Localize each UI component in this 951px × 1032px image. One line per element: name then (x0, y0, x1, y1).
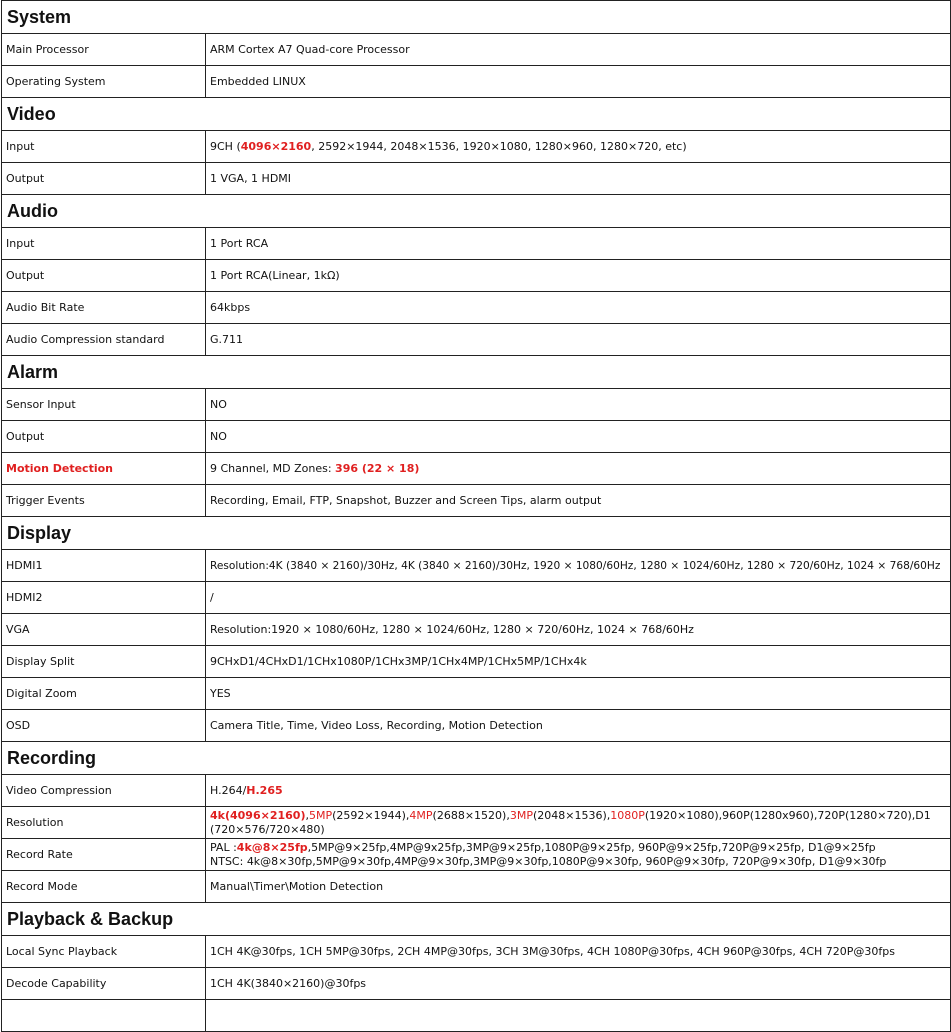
value-text: 9 Channel, MD Zones: (210, 462, 336, 475)
value-text: ,5MP@9×25fp,4MP@9x25fp,3MP@9×25fp,1080P@9×25fp, 960P@9×25fp,720P@9×25fp, D1@9×25fp (307, 841, 876, 854)
section-audio (2, 195, 951, 228)
value-text: (1920×1080),960P(1280x960),720P(1280×720),D1 (720×576/720×480) (210, 809, 931, 836)
highlight-text: 396 (22 × 18) (335, 462, 420, 475)
row-label: Trigger Events (2, 485, 206, 517)
table-row (2, 228, 951, 260)
section-display (2, 517, 951, 550)
row-label-highlight: Motion Detection (2, 453, 206, 485)
row-label: Audio Bit Rate (2, 292, 206, 324)
section-title: System (2, 1, 951, 34)
value-text: , 2592×1944, 2048×1536, 1920×1080, 1280×960, 1280×720, etc) (311, 140, 687, 153)
row-label: VGA (2, 614, 206, 646)
row-value (206, 839, 951, 871)
section-title: Alarm (2, 356, 951, 389)
value-text: (2688×1520), (432, 809, 510, 822)
value-text: (2592×1944), (332, 809, 410, 822)
row-value: YES (206, 678, 951, 710)
row-value: Resolution:4K (3840 × 2160)/30Hz, 4K (3840 × 2160)/30Hz, 1920 × 1080/60Hz, 1280 × 1024/60Hz, 1280 × 720/60Hz, 1024 × 768/60Hz (206, 550, 951, 582)
row-label: Output (2, 421, 206, 453)
row-value: NO (206, 389, 951, 421)
row-value: 1 Port RCA(Linear, 1kΩ) (206, 260, 951, 292)
row-label: Operating System (2, 66, 206, 98)
row-value: Manual\Timer\Motion Detection (206, 871, 951, 903)
section-title: Audio (2, 195, 951, 228)
table-row (2, 485, 951, 517)
row-label: HDMI2 (2, 582, 206, 614)
row-label: Output (2, 163, 206, 195)
row-value (206, 131, 951, 163)
section-title: Recording (2, 742, 951, 775)
rate-pal-line (210, 841, 946, 855)
row-label: Record Mode (2, 871, 206, 903)
row-label: OSD (2, 710, 206, 742)
table-row-partial (2, 1000, 951, 1032)
value-text: , (305, 809, 309, 822)
highlight-text: H.265 (246, 784, 283, 797)
value-text: 9CH ( (210, 140, 241, 153)
row-value: 1 VGA, 1 HDMI (206, 163, 951, 195)
row-label: Output (2, 260, 206, 292)
row-value: ARM Cortex A7 Quad-core Processor (206, 34, 951, 66)
row-label (2, 1000, 206, 1032)
row-label: Record Rate (2, 839, 206, 871)
row-label: Sensor Input (2, 389, 206, 421)
row-value: Resolution:1920 × 1080/60Hz, 1280 × 1024/60Hz, 1280 × 720/60Hz, 1024 × 768/60Hz (206, 614, 951, 646)
row-label: Decode Capability (2, 968, 206, 1000)
section-title: Display (2, 517, 951, 550)
highlight-text: 4k@8×25fp (236, 841, 308, 854)
table-row (2, 66, 951, 98)
highlight-text: 1080P (610, 809, 645, 822)
row-label: HDMI1 (2, 550, 206, 582)
table-row (2, 292, 951, 324)
table-row (2, 678, 951, 710)
section-playback (2, 903, 951, 936)
row-label: Input (2, 131, 206, 163)
table-row (2, 646, 951, 678)
highlight-text: 4k(4096×2160) (210, 809, 306, 822)
table-row (2, 131, 951, 163)
table-row (2, 582, 951, 614)
highlight-text: 4MP (409, 809, 433, 822)
row-value: Camera Title, Time, Video Loss, Recording, Motion Detection (206, 710, 951, 742)
table-row (2, 421, 951, 453)
table-row (2, 324, 951, 356)
row-value (206, 453, 951, 485)
row-value: Recording, Email, FTP, Snapshot, Buzzer and Screen Tips, alarm output (206, 485, 951, 517)
row-value: / (206, 582, 951, 614)
table-row (2, 163, 951, 195)
highlight-text: 3MP (509, 809, 533, 822)
row-value: 1CH 4K@30fps, 1CH 5MP@30fps, 2CH 4MP@30fps, 3CH 3M@30fps, 4CH 1080P@30fps, 4CH 960P@30fps, 4CH 720P@30fps (206, 936, 951, 968)
row-label: Audio Compression standard (2, 324, 206, 356)
spec-table (1, 0, 951, 1032)
row-label: Local Sync Playback (2, 936, 206, 968)
value-text: (2048×1536), (532, 809, 611, 822)
row-value: 64kbps (206, 292, 951, 324)
row-value: 1 Port RCA (206, 228, 951, 260)
row-value (206, 775, 951, 807)
section-title: Video (2, 98, 951, 131)
table-row (2, 453, 951, 485)
row-value (206, 807, 951, 839)
row-value: 9CHxD1/4CHxD1/1CHx1080P/1CHx3MP/1CHx4MP/1CHx5MP/1CHx4k (206, 646, 951, 678)
highlight-text: 5MP (308, 809, 333, 822)
highlight-text: 4096×2160 (240, 140, 312, 153)
section-recording (2, 742, 951, 775)
table-row (2, 260, 951, 292)
table-row (2, 389, 951, 421)
row-label: Digital Zoom (2, 678, 206, 710)
row-label: Input (2, 228, 206, 260)
rate-ntsc-line: NTSC: 4k@8×30fp,5MP@9×30fp,4MP@9×30fp,3MP@9×30fp,1080P@9×30fp, 960P@9×30fp, 720P@9×30fp, D1@9×30fp (210, 855, 887, 868)
table-row (2, 34, 951, 66)
row-label: Resolution (2, 807, 206, 839)
section-system (2, 1, 951, 34)
section-video (2, 98, 951, 131)
row-label: Display Split (2, 646, 206, 678)
table-row (2, 839, 951, 871)
table-row (2, 775, 951, 807)
row-value: NO (206, 421, 951, 453)
value-text: PAL : (210, 841, 237, 854)
section-alarm (2, 356, 951, 389)
row-value: G.711 (206, 324, 951, 356)
table-row (2, 968, 951, 1000)
row-value (206, 1000, 951, 1032)
row-value: 1CH 4K(3840×2160)@30fps (206, 968, 951, 1000)
row-value: Embedded LINUX (206, 66, 951, 98)
row-label: Video Compression (2, 775, 206, 807)
value-text: H.264/ (210, 784, 247, 797)
table-row (2, 550, 951, 582)
section-title: Playback & Backup (2, 903, 951, 936)
table-row (2, 710, 951, 742)
row-label: Main Processor (2, 34, 206, 66)
table-row (2, 936, 951, 968)
table-row (2, 871, 951, 903)
table-row (2, 614, 951, 646)
table-row (2, 807, 951, 839)
